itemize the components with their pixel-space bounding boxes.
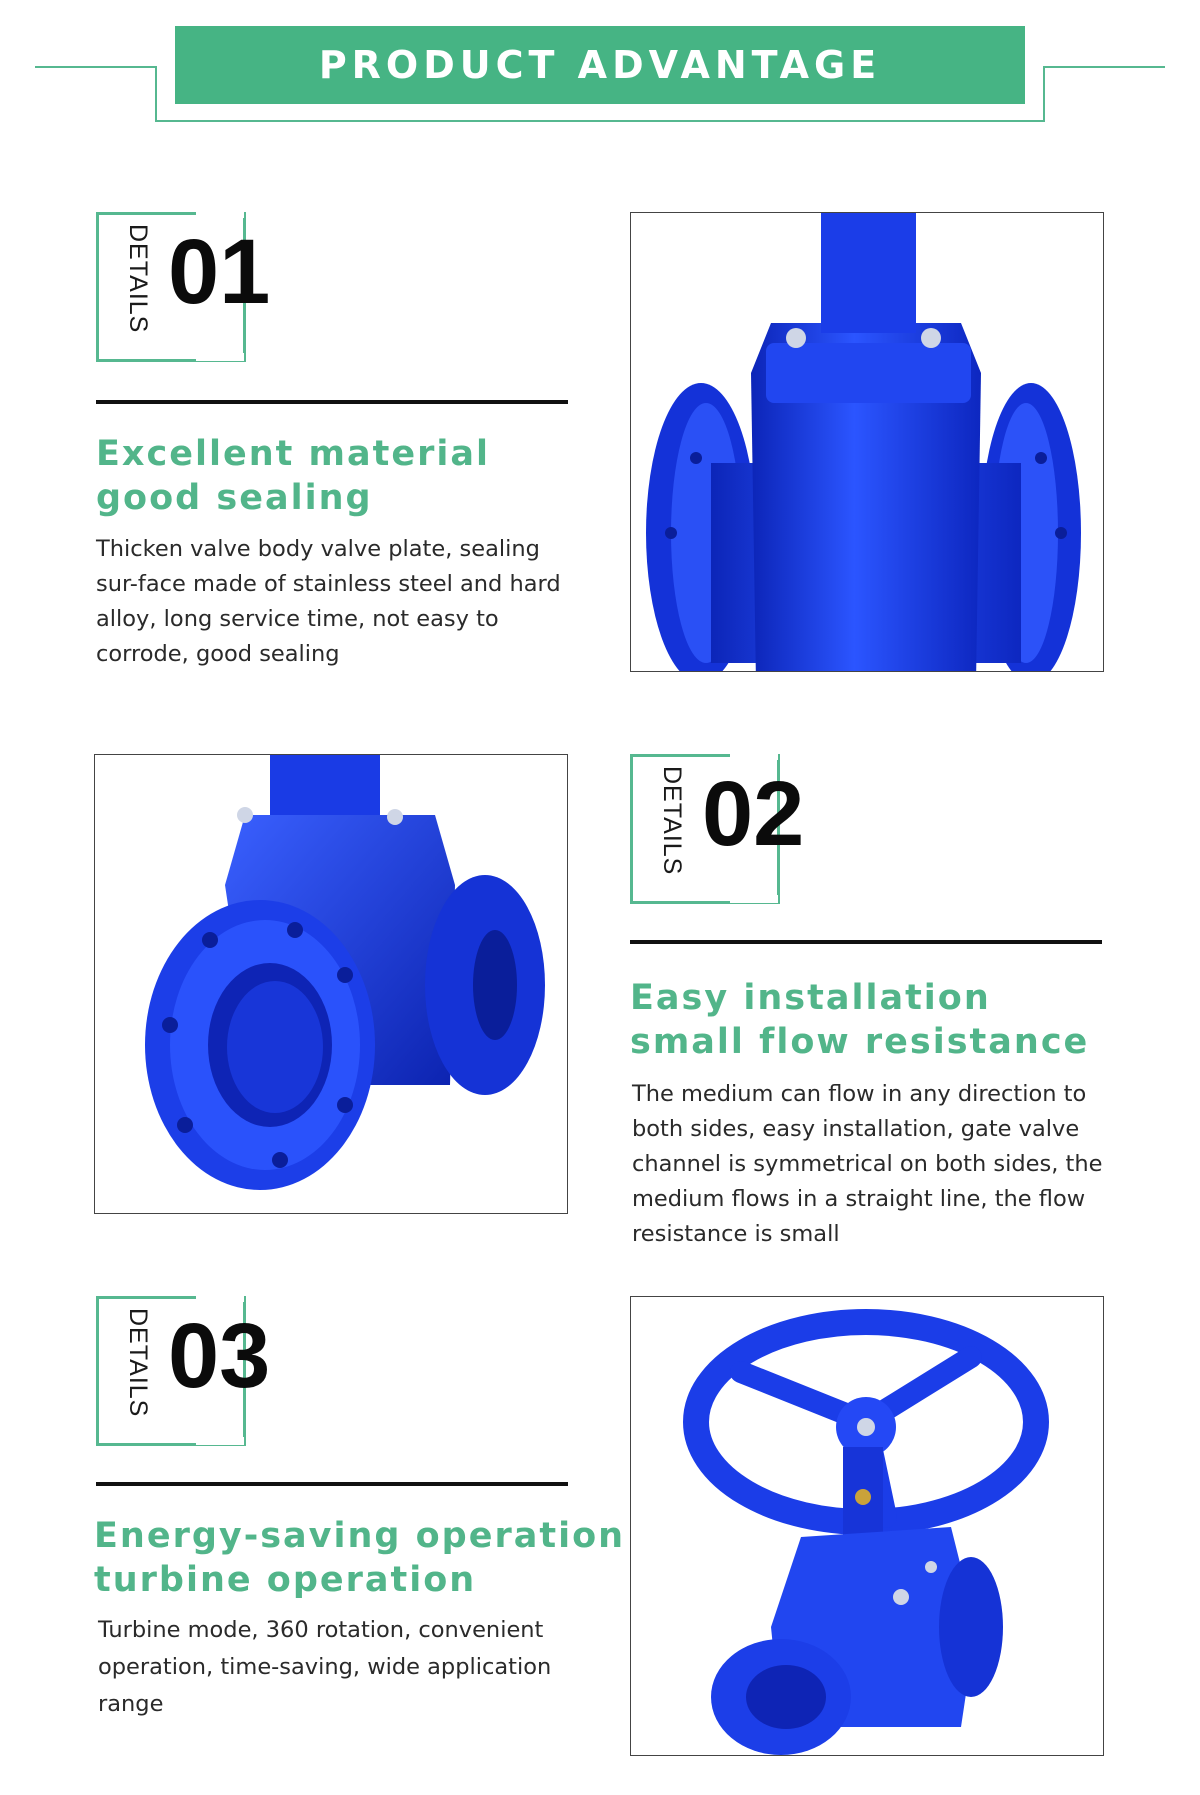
- details-badge-01: [96, 212, 326, 362]
- gate-valve-handwheel-image: [631, 1297, 1103, 1755]
- product-photo: [94, 754, 568, 1214]
- header-banner: [175, 26, 1025, 104]
- details-label: DETAILS: [658, 766, 686, 876]
- details-label: DETAILS: [124, 224, 152, 334]
- header-right-line: [1043, 66, 1165, 68]
- header-left-line: [35, 66, 157, 68]
- details-number: 03: [168, 1305, 271, 1407]
- section-heading: Excellent material good sealing: [96, 434, 490, 518]
- section-body: The medium can flow in any direction to both sides, easy installation, gate valve channel is symmetrical on both sides, the medium flows in a straight line, the flow resistance is small: [632, 1081, 1103, 1247]
- details-label: DETAILS: [124, 1308, 152, 1418]
- section-body: Thicken valve body valve plate, sealing sur-face made of stainless steel and hard alloy, long service time, not easy to corrode, good sealing: [96, 536, 561, 667]
- details-badge-02: [630, 754, 860, 904]
- page-title: PRODUCT ADVANTAGE: [318, 43, 882, 87]
- details-number: 02: [702, 763, 805, 865]
- product-photo: [630, 1296, 1104, 1756]
- section-divider: [630, 940, 1102, 944]
- gate-valve-flange-angle-image: [95, 755, 567, 1213]
- details-number: 01: [168, 221, 271, 323]
- section-heading: Energy-saving operation turbine operation: [94, 1516, 626, 1600]
- section-heading: Easy installation small flow resistance: [630, 978, 1090, 1062]
- product-photo: [630, 212, 1104, 672]
- section-divider: [96, 400, 568, 404]
- gate-valve-front-image: [631, 213, 1103, 671]
- section-divider: [96, 1482, 568, 1486]
- details-badge-03: [96, 1296, 326, 1446]
- section-body: Turbine mode, 360 rotation, convenient operation, time-saving, wide application range: [98, 1617, 552, 1717]
